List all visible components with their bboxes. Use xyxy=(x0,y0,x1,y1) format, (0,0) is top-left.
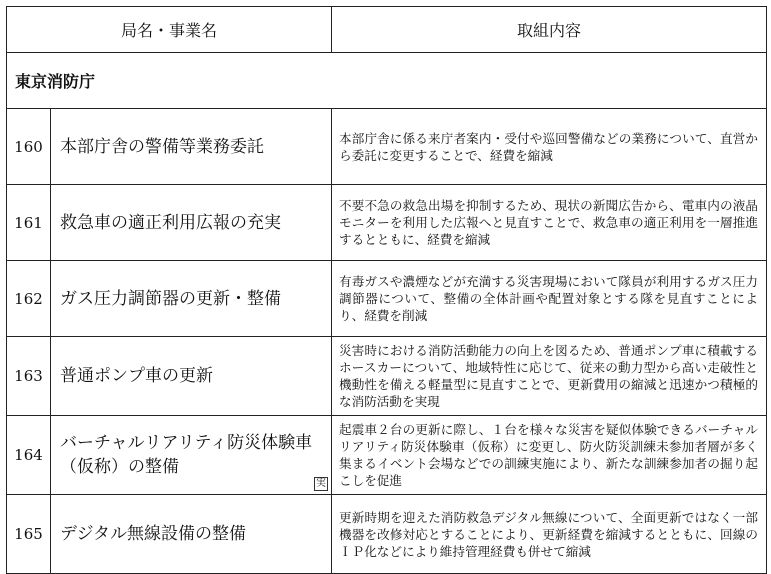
implementation-badge: 実 xyxy=(316,478,327,489)
section-title: 東京消防庁 xyxy=(7,53,767,109)
table-header-row xyxy=(7,7,767,53)
table-row xyxy=(7,416,767,495)
project-content: 本部庁舎に係る来庁者案内・受付や巡回警備などの業務について、直営から委託に変更することで、経費を縮減 xyxy=(332,109,767,185)
table-row xyxy=(7,109,767,185)
project-content: 災害時における消防活動能力の向上を図るため、普通ポンプ車に積載するホースカーについて、地域特性に応じて、従来の動力型から高い走破性と機動性を備える軽量型に見直すことで、更新費用の縮減と迅速かつ積極的な消防活動を実現 xyxy=(332,337,767,416)
table-row xyxy=(7,337,767,416)
project-content: 更新時期を迎えた消防救急デジタル無線について、全面更新ではなく一部機器を改修対応とすることにより、更新経費を縮減するとともに、回線のＩＰ化などにより維持管理経費も併せて縮減 xyxy=(332,495,767,574)
row-number: 163 xyxy=(7,337,51,416)
project-name: 救急車の適正利用広報の充実 xyxy=(51,185,332,261)
row-number: 160 xyxy=(7,109,51,185)
project-content: 起震車２台の更新に際し、１台を様々な災害を疑似体験できるバーチャルリアリティ防災体験車（仮称）に変更し、防火防災訓練未参加者層が多く集まるイベント会場などでの訓練実施により、新たな訓練参加者の掘り起こしを促進 xyxy=(332,416,767,495)
project-name: 普通ポンプ車の更新 xyxy=(51,337,332,416)
row-number: 162 xyxy=(7,261,51,337)
project-name: バーチャルリアリティ防災体験車（仮称）の整備 xyxy=(60,433,313,477)
table-row xyxy=(7,495,767,574)
project-name: デジタル無線設備の整備 xyxy=(51,495,332,574)
section-row xyxy=(7,53,767,109)
projects-table xyxy=(6,6,767,574)
table-row xyxy=(7,261,767,337)
table-row xyxy=(7,185,767,261)
row-number: 164 xyxy=(7,416,51,495)
project-name: ガス圧力調節器の更新・整備 xyxy=(51,261,332,337)
project-name-cell xyxy=(51,416,332,495)
header-bureau-project: 局名・事業名 xyxy=(7,7,332,53)
row-number: 161 xyxy=(7,185,51,261)
project-name: 本部庁舎の警備等業務委託 xyxy=(51,109,332,185)
project-content: 不要不急の救急出場を抑制するため、現状の新聞広告から、電車内の液晶モニターを利用した広報へと見直すことで、救急車の適正利用を一層推進するとともに、経費を縮減 xyxy=(332,185,767,261)
row-number: 165 xyxy=(7,495,51,574)
project-content: 有毒ガスや濃煙などが充満する災害現場において隊員が利用するガス圧力調節器について、整備の全体計画や配置対象とする隊を見直すことにより、経費を削減 xyxy=(332,261,767,337)
header-content: 取組内容 xyxy=(332,7,767,53)
